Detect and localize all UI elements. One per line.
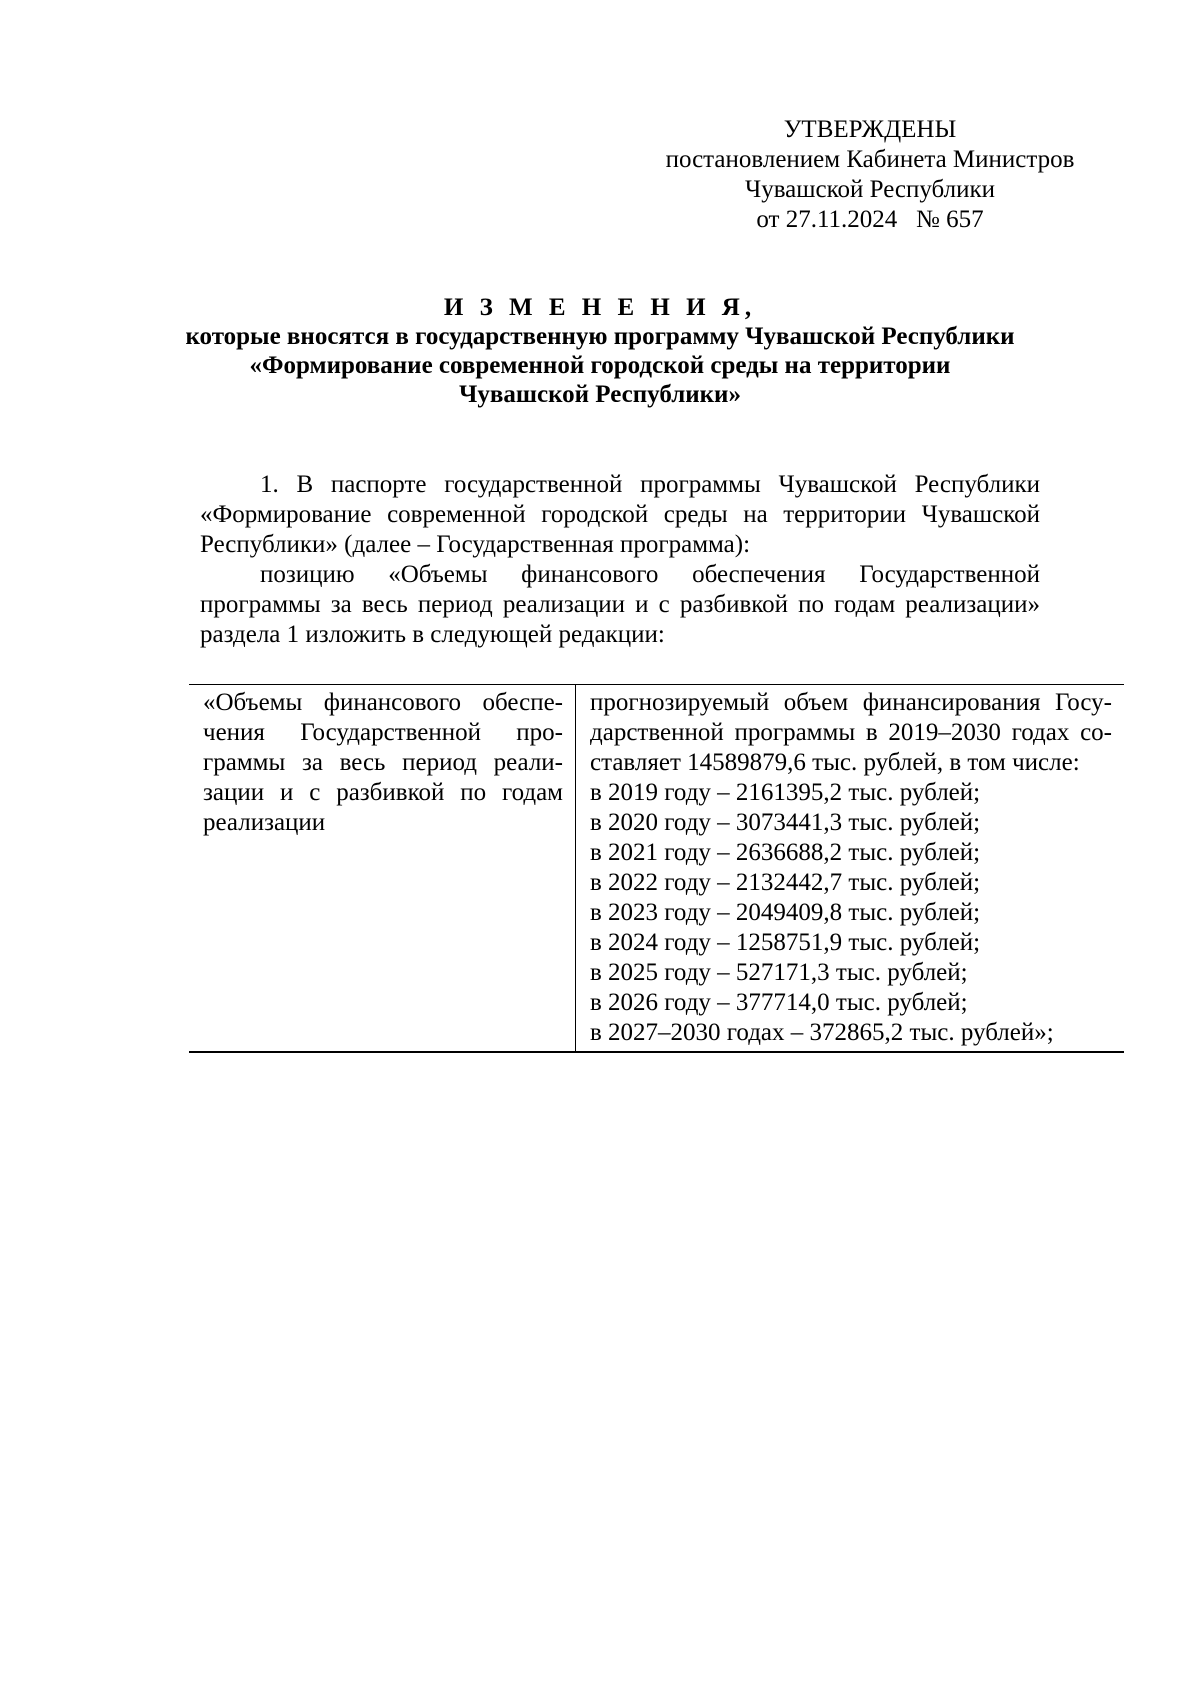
table-cell-values: [576, 685, 1125, 1053]
heading-line-1: которые вносятся в государственную программу Чувашской Республики: [185, 323, 1015, 350]
heading-line-2: «Формирование современной городской среды на территории: [249, 352, 951, 379]
financing-year-2022: в 2022 году – 2132442,7 тыс. рублей;: [590, 869, 981, 896]
financing-year-2024: в 2024 году – 1258751,9 тыс. рублей;: [590, 929, 981, 956]
heading-line-3: Чувашской Республики»: [459, 381, 741, 408]
financing-years-2027-2030: в 2027–2030 годах – 372865,2 тыс. рублей»;: [590, 1019, 1054, 1046]
document-body: [200, 470, 1040, 650]
table-row: [189, 685, 1124, 1053]
approval-date-number: от 27.11.2024 № 657: [756, 206, 984, 233]
financing-year-2023: в 2023 году – 2049409,8 тыс. рублей;: [590, 899, 981, 926]
document-heading: [150, 293, 1050, 409]
approval-decree-line: постановлением Кабинета Министров: [665, 146, 1075, 173]
financing-year-2019: в 2019 году – 2161395,2 тыс. рублей;: [590, 779, 981, 806]
document-title: И З М Е Н Е Н И Я,: [443, 294, 757, 321]
financing-year-2021: в 2021 году – 2636688,2 тыс. рублей;: [590, 839, 981, 866]
financing-intro: прогнозируемый объем финансирования Государственной программы в 2019–2030 годах составляет 14589879,6 тыс. рублей, в том числе:: [590, 689, 1112, 776]
financing-year-2026: в 2026 году – 377714,0 тыс. рублей;: [590, 989, 968, 1016]
table-cell-label: «Объемы финансового обеспечения Государственной программы за весь период реализации и с разбивкой по годам реализации: [189, 685, 576, 1053]
approval-stamp: [640, 115, 1100, 235]
financing-year-2020: в 2020 году – 3073441,3 тыс. рублей;: [590, 809, 981, 836]
paragraph-1: 1. В паспорте государственной программы Чувашской Республики «Формирование современной городской среды на территории Чувашской Республики» (далее – Государственная программа):: [200, 471, 1040, 558]
financing-year-2025: в 2025 году – 527171,3 тыс. рублей;: [590, 959, 968, 986]
approval-title: УТВЕРЖДЕНЫ: [783, 116, 957, 143]
paragraph-2: позицию «Объемы финансового обеспечения Государственной программы за весь период реализации и с разбивкой по годам реализации» раздела 1 изложить в следующей редакции:: [200, 561, 1040, 648]
financing-table: [189, 684, 1124, 1053]
approval-republic-line: Чувашской Республики: [744, 176, 996, 203]
